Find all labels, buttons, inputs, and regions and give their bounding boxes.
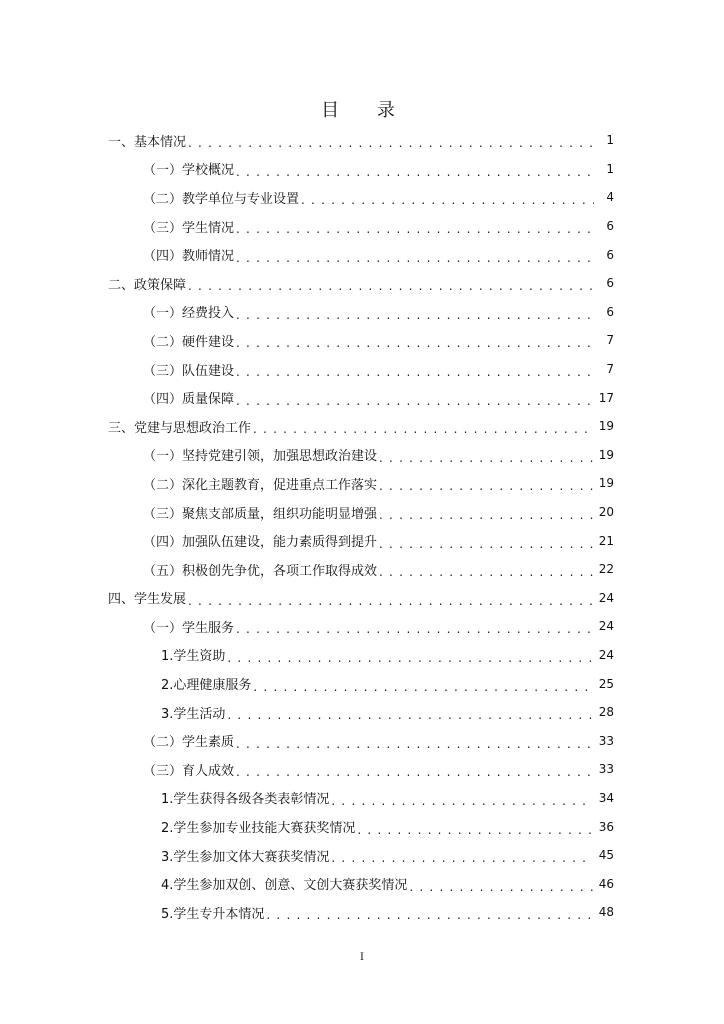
toc-dot-leader — [188, 595, 593, 607]
toc-entry-label: 4.学生参加双创、创意、文创大赛获奖情况 — [161, 878, 408, 894]
toc-entry-page-number: 7 — [606, 333, 614, 348]
toc-dot-leader — [236, 223, 594, 235]
toc-entry-page-number: 20 — [598, 505, 614, 520]
toc-entry[interactable] — [0, 555, 724, 584]
toc-entry[interactable] — [0, 469, 724, 498]
toc-entry-label: （三）育人成效 — [143, 763, 235, 779]
toc-dot-leader — [253, 423, 593, 435]
toc-dot-leader — [227, 709, 592, 721]
page-number: I — [360, 952, 364, 963]
toc-dot-leader — [236, 766, 593, 778]
toc-entry[interactable] — [0, 269, 724, 298]
toc-entry-label: （一）坚持党建引领，加强思想政治建设 — [143, 449, 378, 465]
toc-dot-leader — [301, 194, 594, 206]
toc-dot-leader — [236, 738, 593, 750]
toc-entry[interactable] — [0, 612, 724, 641]
toc-dot-leader — [357, 824, 592, 836]
toc-entry-page-number: 1 — [606, 161, 614, 176]
toc-entry-page-number: 6 — [606, 219, 614, 234]
toc-entry-page-number: 4 — [606, 190, 614, 205]
toc-entry-page-number: 19 — [598, 476, 614, 491]
toc-entry-label: 一、基本情况 — [108, 134, 187, 150]
toc-entry[interactable] — [0, 412, 724, 441]
toc-entry-label: （三）学生情况 — [143, 220, 235, 236]
toc-entry-page-number: 7 — [606, 362, 614, 377]
toc-dot-leader — [236, 337, 594, 349]
toc-dot-leader — [331, 795, 592, 807]
toc-entry[interactable] — [0, 698, 724, 727]
toc-dot-leader — [409, 881, 592, 893]
toc-entry[interactable] — [0, 212, 724, 241]
toc-dot-leader — [379, 452, 593, 464]
toc-entry-label: 3.学生活动 — [161, 706, 226, 722]
toc-entry-page-number: 24 — [598, 647, 614, 662]
toc-entry-page-number: 1 — [606, 133, 614, 148]
toc-entry-page-number: 36 — [598, 819, 614, 834]
toc-dot-leader — [331, 852, 592, 864]
toc-entry-label: （四）质量保障 — [143, 392, 235, 408]
toc-entry-label: 1.学生获得各级各类表彰情况 — [161, 792, 330, 808]
toc-dot-leader — [236, 395, 593, 407]
toc-entry-page-number: 6 — [606, 247, 614, 262]
toc-entry[interactable] — [0, 784, 724, 813]
toc-entry-label: 2.学生参加专业技能大赛获奖情况 — [161, 821, 356, 837]
toc-entry[interactable] — [0, 183, 724, 212]
toc-entry[interactable] — [0, 726, 724, 755]
toc-entry-label: 三、党建与思想政治工作 — [108, 420, 252, 436]
toc-entry[interactable] — [0, 355, 724, 384]
toc-dot-leader — [188, 137, 594, 149]
toc-entry[interactable] — [0, 812, 724, 841]
toc-entry-page-number: 45 — [598, 848, 614, 863]
toc-entry-page-number: 19 — [598, 419, 614, 434]
toc-entry-page-number: 48 — [598, 905, 614, 920]
toc-dot-leader — [379, 538, 593, 550]
toc-dot-leader — [379, 480, 593, 492]
toc-entry-label: （二）深化主题教育，促进重点工作落实 — [143, 477, 378, 493]
toc-dot-leader — [236, 166, 594, 178]
toc-dot-leader — [236, 252, 594, 264]
toc-entry[interactable] — [0, 240, 724, 269]
toc-dot-leader — [227, 652, 592, 664]
toc-entry-page-number: 6 — [606, 304, 614, 319]
toc-entry-label: 四、学生发展 — [108, 592, 187, 608]
toc-entry-label: （一）学校概况 — [143, 163, 235, 179]
toc-entry-page-number: 22 — [598, 562, 614, 577]
toc-entry-label: 3.学生参加文体大赛获奖情况 — [161, 849, 330, 865]
toc-entry[interactable] — [0, 584, 724, 613]
toc-entry-page-number: 6 — [606, 276, 614, 291]
toc-entry-label: （二）硬件建设 — [143, 334, 235, 350]
toc-entry-label: 1.学生资助 — [161, 649, 226, 665]
toc-entry-label: 2.心理健康服务 — [161, 678, 252, 694]
toc-entry-page-number: 21 — [598, 533, 614, 548]
toc-entry[interactable] — [0, 641, 724, 670]
toc-entry[interactable] — [0, 898, 724, 927]
toc-entry-page-number: 17 — [598, 390, 614, 405]
toc-entry-page-number: 28 — [598, 705, 614, 720]
toc-entry-page-number: 33 — [598, 762, 614, 777]
toc-dot-leader — [379, 566, 593, 578]
toc-entry-label: （三）队伍建设 — [143, 363, 235, 379]
toc-entry[interactable] — [0, 755, 724, 784]
toc-entry-label: （五）积极创先争优，各项工作取得成效 — [143, 563, 378, 579]
toc-entry[interactable] — [0, 441, 724, 470]
toc-entry-label: 5.学生专升本情况 — [161, 906, 265, 922]
toc-entry[interactable] — [0, 526, 724, 555]
toc-entry[interactable] — [0, 841, 724, 870]
toc-entry-label: （三）聚焦支部质量，组织功能明显增强 — [143, 506, 378, 522]
toc-dot-leader — [379, 509, 593, 521]
toc-dot-leader — [253, 681, 592, 693]
toc-entry[interactable] — [0, 669, 724, 698]
toc-entry[interactable] — [0, 498, 724, 527]
toc-entry-label: （四）教师情况 — [143, 249, 235, 265]
toc-entry-page-number: 46 — [598, 876, 614, 891]
toc-entry[interactable] — [0, 326, 724, 355]
toc-entry-page-number: 19 — [598, 447, 614, 462]
toc-entry[interactable] — [0, 383, 724, 412]
toc-entry-label: （四）加强队伍建设，能力素质得到提升 — [143, 535, 378, 551]
toc-entry[interactable] — [0, 126, 724, 155]
toc-entry-label: （二）教学单位与专业设置 — [143, 191, 300, 207]
toc-entry-label: （二）学生素质 — [143, 735, 235, 751]
toc-entry-page-number: 24 — [598, 590, 614, 605]
toc-entry-label: （一）经费投入 — [143, 306, 235, 322]
toc-entry-page-number: 25 — [598, 676, 614, 691]
toc-entry-page-number: 33 — [598, 733, 614, 748]
toc-dot-leader — [188, 280, 594, 292]
toc-entry[interactable] — [0, 298, 724, 327]
toc-dot-leader — [236, 366, 594, 378]
toc-entry-page-number: 34 — [598, 790, 614, 805]
toc-dot-leader — [266, 909, 592, 921]
toc-entry-page-number: 24 — [598, 619, 614, 634]
toc-dot-leader — [236, 309, 594, 321]
toc-dot-leader — [236, 623, 593, 635]
toc-entry[interactable] — [0, 869, 724, 898]
toc-entry[interactable] — [0, 155, 724, 184]
toc-entry-label: （一）学生服务 — [143, 620, 235, 636]
toc-list — [0, 126, 724, 927]
toc-entry-label: 二、政策保障 — [108, 277, 187, 293]
toc-title: 目 录 — [321, 100, 411, 121]
